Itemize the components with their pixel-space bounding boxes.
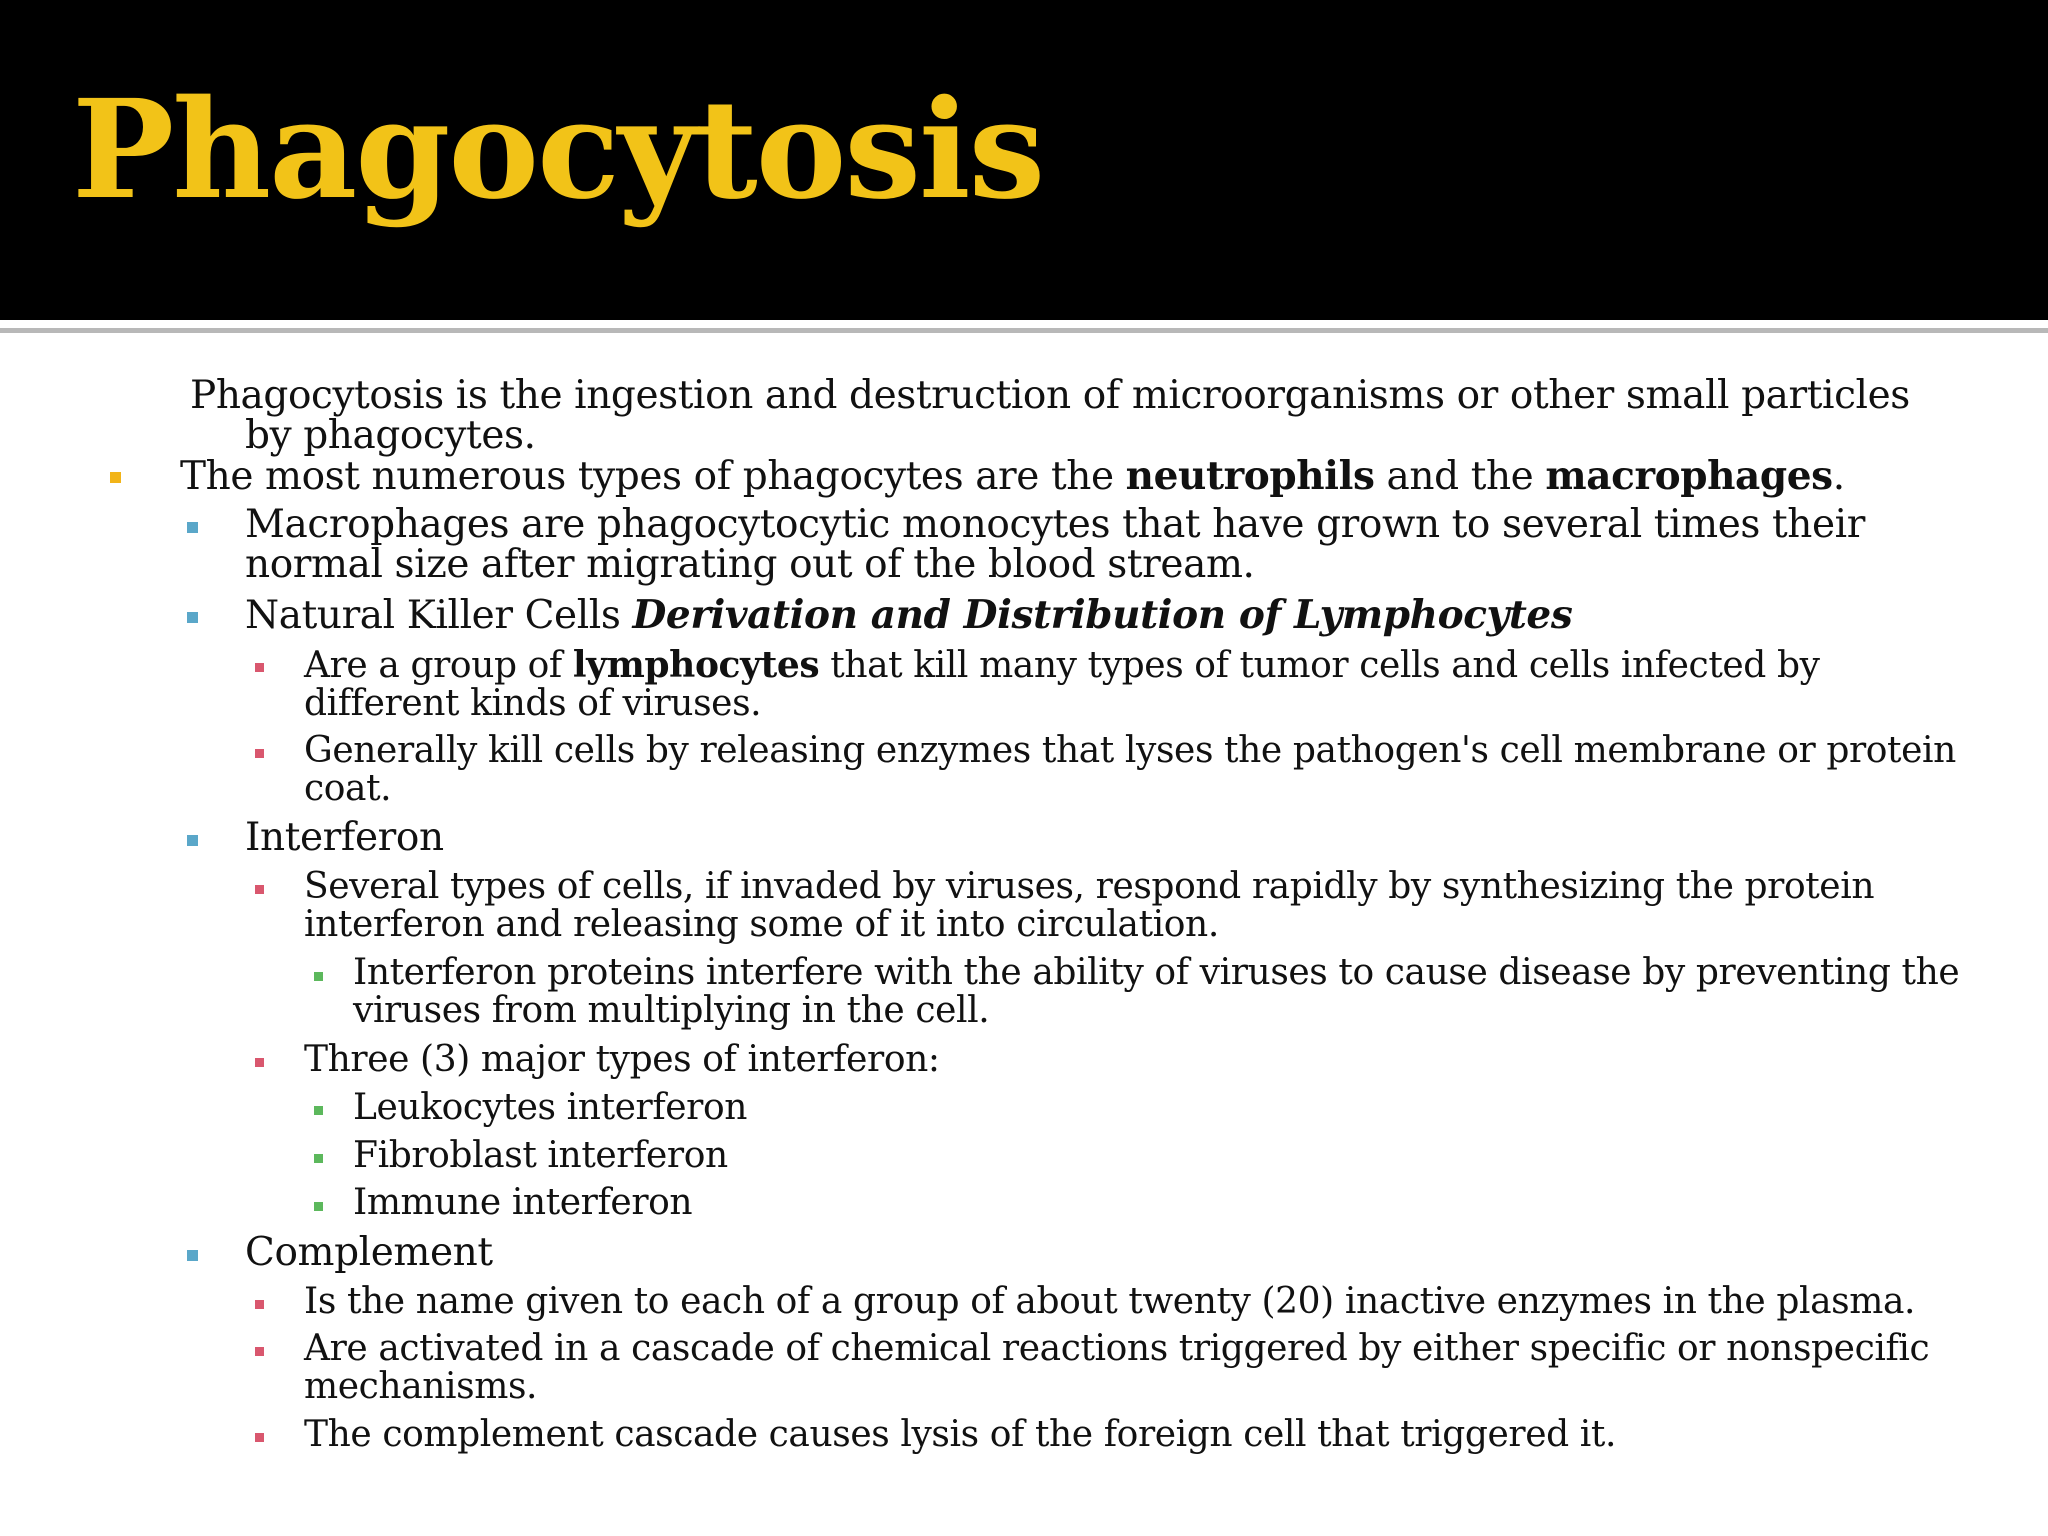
bullet-complement-enzymes: Is the name given to each of a group of about twenty (20) inactive enzymes in the plasma. [304, 1281, 1916, 1322]
bullet-square-icon [187, 522, 198, 533]
bullet-square-icon [314, 1154, 323, 1163]
bullet-natural-killer-cells: Natural Killer Cells Derivation and Distribution of Lymphocytes [245, 592, 1573, 638]
bullet-square-icon [314, 972, 323, 981]
divider-light [0, 320, 2048, 328]
bullet-macrophages: Macrophages are phagocytocytic monocytes that have grown to several times their normal size after migrating out of the blood stream. [245, 502, 1865, 587]
bullet-interferon-types: Three (3) major types of interferon: [304, 1039, 940, 1080]
bullet-nk-enzymes: Generally kill cells by releasing enzymes that lyses the pathogen's cell membrane or protein coat. [304, 730, 1956, 809]
title-bar [0, 0, 2048, 320]
bullet-nk-lymphocytes: Are a group of lymphocytes that kill many types of tumor cells and cells infected by different kinds of viruses. [304, 644, 1820, 724]
bullet-square-icon [110, 472, 121, 483]
bullet-interferon-synthesis: Several types of cells, if invaded by viruses, respond rapidly by synthesizing the protein interferon and releasing some of it into circulation. [304, 866, 1875, 945]
bullet-interferon: Interferon [245, 815, 444, 860]
bullet-square-icon [255, 885, 264, 894]
bullet-square-icon [255, 1058, 264, 1067]
bullet-square-icon [187, 612, 198, 623]
bullet-square-icon [187, 835, 198, 846]
bullet-square-icon [255, 1433, 264, 1442]
intro-paragraph: Phagocytosis is the ingestion and destruction of microorganisms or other small particles by phagocytes. [190, 373, 1910, 458]
bullet-square-icon [255, 1300, 264, 1309]
slide-title: Phagocytosis [72, 70, 1044, 230]
bullet-square-icon [314, 1202, 323, 1211]
bullet-complement: Complement [245, 1230, 493, 1275]
bullet-complement-cascade-activation: Are activated in a cascade of chemical reactions triggered by either specific or nonspecific mechanisms. [304, 1328, 1930, 1407]
bullet-phagocyte-types: The most numerous types of phagocytes are the neutrophils and the macrophages. [180, 453, 1845, 499]
bullet-square-icon [255, 663, 264, 672]
bullet-immune-interferon: Immune interferon [353, 1182, 693, 1223]
bullet-complement-lysis: The complement cascade causes lysis of the foreign cell that triggered it. [304, 1414, 1617, 1455]
divider-gray [0, 328, 2048, 333]
bullet-square-icon [255, 1347, 264, 1356]
bullet-leukocytes-interferon: Leukocytes interferon [353, 1087, 748, 1128]
bullet-fibroblast-interferon: Fibroblast interferon [353, 1135, 728, 1176]
bullet-square-icon [314, 1106, 323, 1115]
bullet-interferon-proteins: Interferon proteins interfere with the ability of viruses to cause disease by preventing the viruses from multiplying in the cell. [353, 952, 1960, 1031]
bullet-square-icon [255, 749, 264, 758]
bullet-square-icon [187, 1250, 198, 1261]
